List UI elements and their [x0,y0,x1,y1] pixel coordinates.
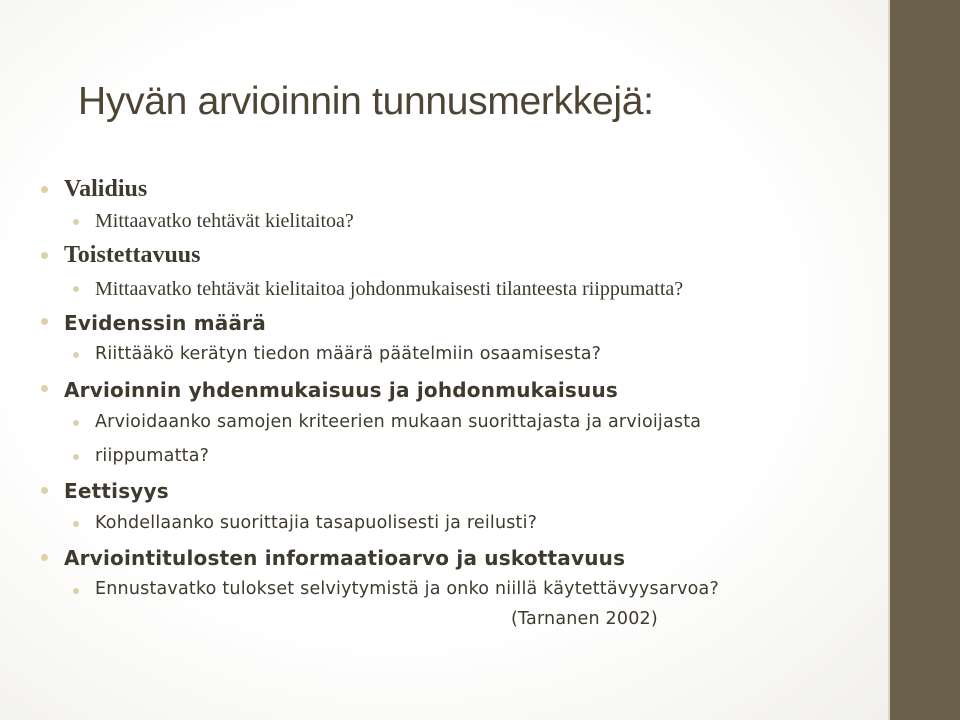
bullet-icon [41,554,48,561]
sub-bullet-icon [73,286,79,292]
sub-bullet-icon [73,588,79,594]
item-sub-evidenssin-maara: Riittääkö kerätyn tiedon määrä päätelmiin osaamisesta? [95,344,602,364]
item-sub-eettisyys: Kohdellaanko suorittajia tasapuolisesti ja reilusti? [95,513,538,533]
bullet-icon [41,186,48,193]
item-heading-yhdenmukaisuus: Arvioinnin yhdenmukaisuus ja johdonmukaisuus [64,378,618,402]
sub-bullet-icon [73,521,79,527]
bullet-icon [41,487,48,494]
item-heading-evidenssin-maara: Evidenssin määrä [64,311,266,335]
bullet-icon [41,252,48,259]
sub-bullet-icon [73,454,79,460]
bullet-icon [41,385,48,392]
item-sub-informaatioarvo: Ennustavatko tulokset selviytymistä ja onko niillä käytettävyysarvoa? [95,579,719,599]
item-heading-informaatioarvo: Arviointitulosten informaatioarvo ja uskottavuus [64,546,626,570]
citation: (Tarnanen 2002) [511,609,658,629]
item-sub-validius: Mittaavatko tehtävät kielitaitoa? [95,210,354,232]
side-band [890,0,960,720]
item-sub-toistettavuus: Mittaavatko tehtävät kielitaitoa johdonmukaisesti tilanteesta riippumatta? [95,278,684,300]
item-sub-yhdenmukaisuus-2: riippumatta? [95,446,210,466]
item-sub-yhdenmukaisuus-1: Arvioidaanko samojen kriteerien mukaan suorittajasta ja arvioijasta [95,412,702,432]
sub-bullet-icon [73,420,79,426]
item-heading-toistettavuus: Toistettavuus [64,242,201,268]
slide-title: Hyvän arvioinnin tunnusmerkkejä: [78,80,654,123]
item-heading-eettisyys: Eettisyys [64,479,169,503]
item-heading-validius: Validius [64,176,148,202]
bullet-icon [41,318,48,325]
sub-bullet-icon [73,352,79,358]
sub-bullet-icon [73,219,79,225]
